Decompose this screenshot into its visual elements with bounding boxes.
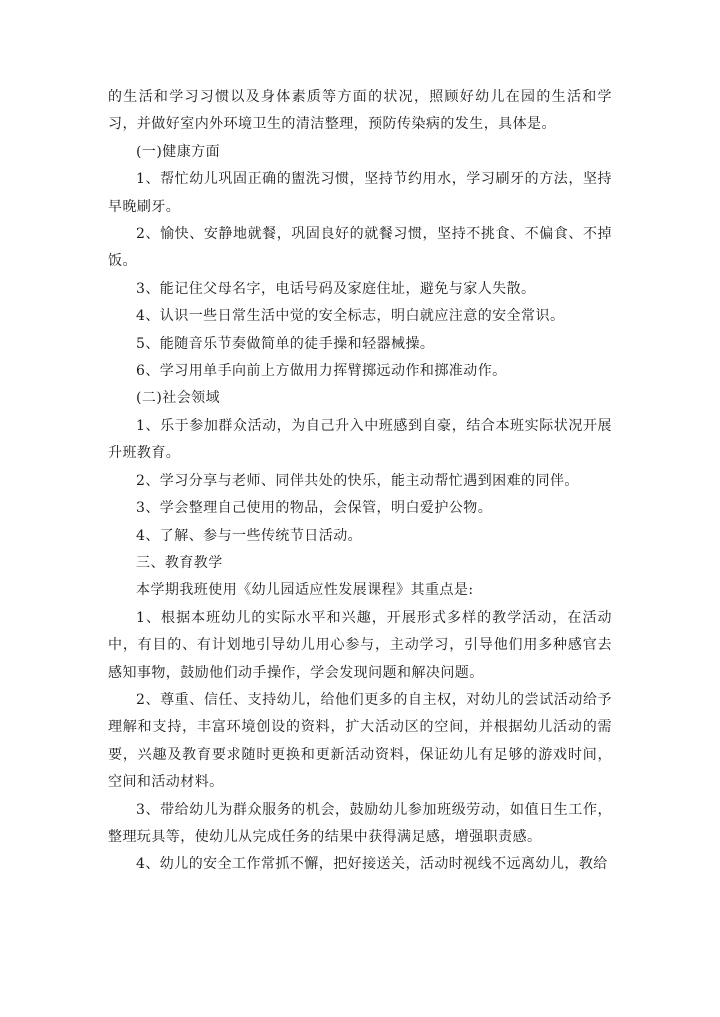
body-paragraph: 本学期我班使用《幼儿园适应性发展课程》其重点是: <box>136 582 474 599</box>
body-paragraph: 1、乐于参加群众活动，为自己升入中班感到自豪，结合本班实际状况开展升班教育。 <box>108 417 612 462</box>
body-paragraph: 4、认识一些日常生活中觉的安全标志，明白就应注意的安全常识。 <box>136 308 565 325</box>
body-paragraph: 5、能随音乐节奏做简单的徒手操和轻器械操。 <box>136 335 435 352</box>
document-body <box>108 84 612 879</box>
body-paragraph: 4、幼儿的安全工作常抓不懈，把好接送关，活动时视线不远离幼儿，教给 <box>136 856 608 873</box>
body-paragraph: 2、学习分享与老师、同伴共处的快乐，能主动帮忙遇到困难的同伴。 <box>136 472 579 489</box>
body-paragraph: 3、带给幼儿为群众服务的机会，鼓励幼儿参加班级劳动，如值日生工作，整理玩具等，使幼儿从完成任务的结果中获得满足感，增强职责感。 <box>108 801 612 845</box>
section-heading-health: (一)健康方面 <box>136 143 221 160</box>
body-paragraph: 1、根据本班幼儿的实际水平和兴趣，开展形式多样的教学活动，在活动中，有目的、有计划地引导幼儿用心参与，主动学习，引导他们用多种感官去感知事物，鼓励他们动手操作，学会发现问题和解决问题。 <box>108 609 612 681</box>
body-paragraph: 3、学会整理自己使用的物品，会保管，明白爱护公物。 <box>136 500 493 517</box>
section-heading-teaching: 三、教育教学 <box>136 554 223 571</box>
section-heading-social: (二)社会领域 <box>136 390 221 407</box>
body-paragraph: 1、帮忙幼儿巩固正确的盥洗习惯，坚持节约用水，学习刷牙的方法，坚持早晚刷牙。 <box>108 171 612 215</box>
body-paragraph: 2、尊重、信任、支持幼儿，给他们更多的自主权，对幼儿的尝试活动给予理解和支持，丰富环境创设的资料，扩大活动区的空间，并根据幼儿活动的需要，兴趣及教育要求随时更换和更新活动资料，保证幼儿有足够的游戏时间，空间和活动材料。 <box>108 691 612 791</box>
body-paragraph: 3、能记住父母名字，电话号码及家庭住址，避免与家人失散。 <box>136 280 536 297</box>
body-paragraph: 6、学习用单手向前上方做用力挥臂掷远动作和掷准动作。 <box>136 363 507 380</box>
body-paragraph: 4、了解、参与一些传统节日活动。 <box>136 527 363 544</box>
body-paragraph: 2、愉快、安静地就餐，巩固良好的就餐习惯，坚持不挑食、不偏食、不掉饭。 <box>108 226 612 270</box>
body-paragraph: 的生活和学习习惯以及身体素质等方面的状况，照顾好幼儿在园的生活和学习，并做好室内外环境卫生的清洁整理，预防传染病的发生，具体是。 <box>108 89 612 133</box>
